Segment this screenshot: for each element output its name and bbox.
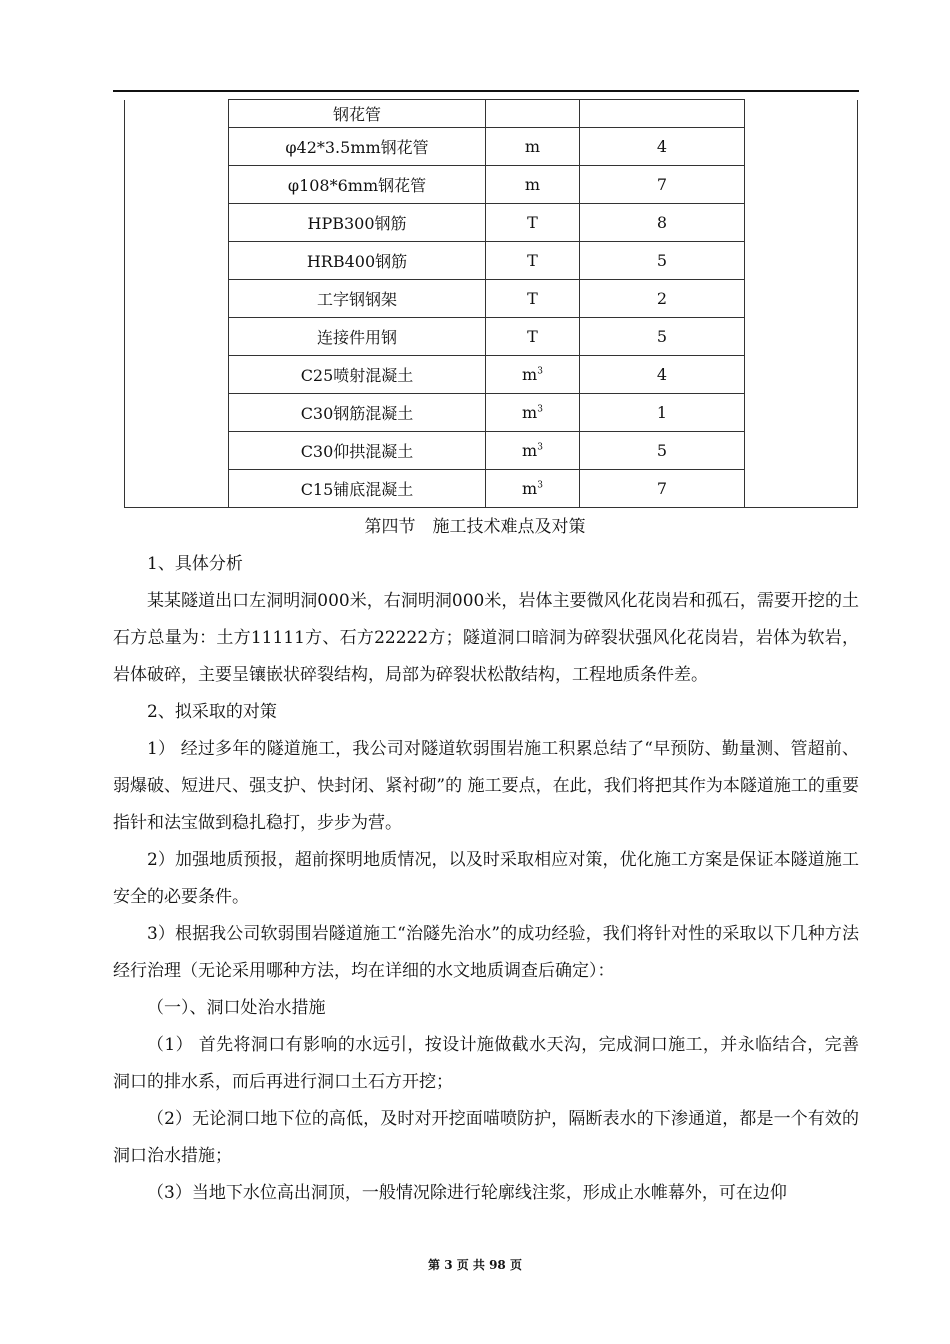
unit-cell (486, 394, 580, 432)
table-row (125, 100, 858, 128)
left-merged-cell (125, 100, 229, 508)
section-title: 第四节 施工技术难点及对策 (364, 517, 586, 537)
material-name-cell: C25喷射混凝土 (229, 356, 486, 394)
quantity-cell: 4 (580, 128, 745, 166)
unit-cell (486, 100, 580, 128)
material-name-cell: HPB300钢筋 (229, 204, 486, 242)
quantity-cell: 4 (580, 356, 745, 394)
quantity-cell: 5 (580, 242, 745, 280)
unit-cell: T (486, 280, 580, 318)
paragraph: （1） 首先将洞口有影响的水远引，按设计施做截水天沟，完成洞口施工，并永临结合，完善洞口的排水系，而后再进行洞口土石方开挖； (113, 1035, 859, 1092)
paragraph: 某某隧道出口左洞明洞000米，右洞明洞000米，岩体主要微风化花岗岩和孤石，需要开挖的土石方总量为：土方11111方、石方22222方；隧道洞口暗洞为碎裂状强风化花岗岩，岩体为软岩，岩体破碎，主要呈镶嵌状碎裂结构，局部为碎裂状松散结构，工程地质条件差。 (113, 591, 859, 685)
header-rule (113, 90, 859, 92)
material-name-cell: C30仰拱混凝土 (229, 432, 486, 470)
paragraph: （2）无论洞口地下位的高低，及时对开挖面喵喷防护，隔断表水的下渗通道，都是一个有效的洞口治水措施； (113, 1109, 859, 1166)
material-name-cell: φ42*3.5mm钢花管 (229, 128, 486, 166)
unit-superscript: 3 (537, 404, 543, 415)
material-name-cell: 钢花管 (229, 100, 486, 128)
unit-cell: T (486, 242, 580, 280)
quantity-cell: 1 (580, 394, 745, 432)
unit-text: m (522, 479, 538, 498)
quantity-cell: 7 (580, 470, 745, 508)
paragraph: 2、拟采取的对策 (147, 702, 277, 722)
quantity-cell (580, 100, 745, 128)
unit-cell (486, 356, 580, 394)
quantity-cell: 5 (580, 318, 745, 356)
material-name-cell: 工字钢钢架 (229, 280, 486, 318)
quantity-cell: 2 (580, 280, 745, 318)
unit-text: m (522, 365, 538, 384)
materials-table (124, 99, 858, 508)
unit-cell: m (486, 166, 580, 204)
paragraph: 1、具体分析 (147, 554, 243, 574)
unit-superscript: 3 (537, 480, 543, 491)
quantity-cell: 8 (580, 204, 745, 242)
unit-cell (486, 432, 580, 470)
unit-cell: T (486, 318, 580, 356)
quantity-cell: 5 (580, 432, 745, 470)
unit-text: m (522, 403, 538, 422)
unit-superscript: 3 (537, 366, 543, 377)
material-name-cell: C30钢筋混凝土 (229, 394, 486, 432)
paragraph: 2）加强地质预报，超前探明地质情况，以及时采取相应对策，优化施工方案是保证本隧道施工安全的必要条件。 (113, 850, 859, 907)
paragraph: （3）当地下水位高出洞顶，一般情况除进行轮廓线注浆，形成止水帷幕外，可在边仰 (147, 1183, 787, 1203)
page-footer: 第 3 页 共 98 页 (428, 1258, 522, 1272)
unit-text: m (522, 441, 538, 460)
material-name-cell: HRB400钢筋 (229, 242, 486, 280)
unit-cell: m (486, 128, 580, 166)
material-name-cell: C15铺底混凝土 (229, 470, 486, 508)
right-merged-cell (745, 100, 858, 508)
paragraph: 1） 经过多年的隧道施工，我公司对隧道软弱围岩施工积累总结了“早预防、勤量测、管超前、弱爆破、短进尺、强支护、快封闭、紧衬砌”的 施工要点，在此，我们将把其作为本隧道施工的重要指针和法宝做到稳扎稳打，步步为营。 (113, 739, 859, 833)
paragraph: （一）、洞口处治水措施 (147, 998, 326, 1018)
unit-cell (486, 470, 580, 508)
quantity-cell: 7 (580, 166, 745, 204)
body-text (113, 546, 859, 1212)
material-name-cell: 连接件用钢 (229, 318, 486, 356)
unit-superscript: 3 (537, 442, 543, 453)
unit-cell: T (486, 204, 580, 242)
material-name-cell: φ108*6mm钢花管 (229, 166, 486, 204)
paragraph: 3）根据我公司软弱围岩隧道施工“治隧先治水”的成功经验，我们将针对性的采取以下几种方法经行治理（无论采用哪种方法，均在详细的水文地质调查后确定）： (113, 924, 859, 981)
